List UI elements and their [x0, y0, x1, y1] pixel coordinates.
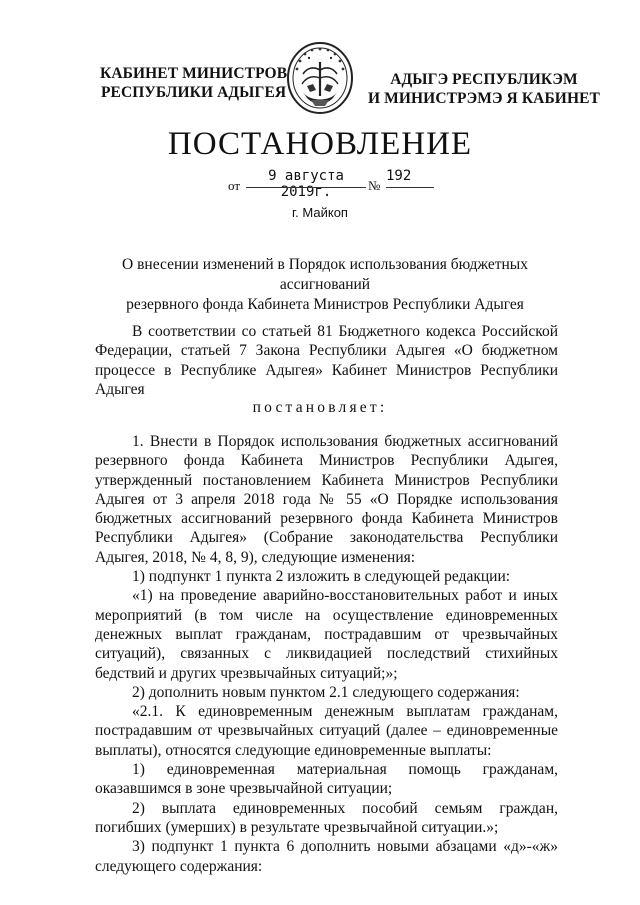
body-paragraph: 2) выплата единовременных пособий семьям граждан, погибших (умерших) в результате чрезвычайной ситуации.»;	[95, 799, 558, 836]
body-paragraph: 1. Внести в Порядок использования бюджетных ассигнований резервного фонда Кабинета Министров Республики Адыгея, утвержденный постановлением Кабинета Министров Республики Адыгея от 3 апреля 2018 года № 55 «О Порядке использования бюджетных ассигнований резервного фонда Кабинета Министров Республики Адыгея» (Собрание законодательства Республики Адыгея, 2018, № 4, 8, 9), следующие изменения:	[95, 433, 558, 566]
date-number-line	[228, 168, 428, 198]
header-right-line2: И МИНИСТРЭМЭ Я КАБИНЕТ	[368, 90, 600, 107]
body-paragraph: «1) на проведение аварийно-восстановительных работ и иных мероприятий (в том числе на осуществление единовременных денежных выплат гражданам, пострадавшим от чрезвычайных ситуаций), связанных с ликвидацией последствий стихийных бедствий и других чрезвычайных ситуаций;»;	[95, 587, 558, 682]
header-left-line1: КАБИНЕТ МИНИСТРОВ	[100, 65, 288, 82]
preamble-paragraph: В соответствии со статьей 81 Бюджетного кодекса Российской Федерации, статьей 7 Закона Республики Адыгея «О бюджетном процессе в Республике Адыгея» Кабинет Министров Республики Адыгея	[95, 323, 558, 398]
body-paragraph: «2.1. К единовременным денежным выплатам гражданам, пострадавшим от чрезвычайных ситуаций (далее – единовременные выплаты), относятся следующие единовременные выплаты:	[95, 703, 558, 759]
body-paragraph: 1) единовременная материальная помощь гражданам, оказавшимся в зоне чрезвычайной ситуации;	[95, 761, 558, 798]
subject-line2: резервного фонда Кабинета Министров Республики Адыгея	[126, 296, 524, 313]
header-left	[100, 64, 287, 102]
subject-line1: О внесении изменений в Порядок использования бюджетных ассигнований	[122, 256, 528, 293]
preamble	[95, 322, 558, 399]
number-underline	[386, 187, 434, 188]
republic-emblem-icon	[285, 40, 355, 118]
document-number: 192	[386, 168, 412, 184]
body-paragraph: 2) дополнить новым пунктом 2.1 следующего содержания:	[132, 683, 520, 701]
number-label: №	[368, 178, 381, 193]
document-date: 9 августа 2019г.	[268, 168, 344, 200]
body-paragraph: 3) подпункт 1 пункта 6 дополнить новыми абзацами «д»-«ж» следующего содержания:	[95, 838, 558, 875]
header-left-line2: РЕСПУБЛИКИ АДЫГЕЯ	[100, 84, 287, 101]
decree-word: постановляет:	[252, 399, 388, 416]
document-title: ПОСТАНОВЛЕНИЕ	[167, 126, 473, 162]
date-from-label: от	[228, 178, 241, 193]
document-body	[95, 432, 558, 876]
body-paragraph: 1) подпункт 1 пункта 2 изложить в следующей редакции:	[132, 568, 511, 586]
date-underline	[246, 187, 366, 188]
document-subject	[90, 255, 560, 315]
city-name: г. Майкоп	[292, 205, 348, 220]
header-right	[368, 70, 600, 108]
header-right-line1: АДЫГЭ РЕСПУБЛИКЭМ	[390, 71, 578, 88]
